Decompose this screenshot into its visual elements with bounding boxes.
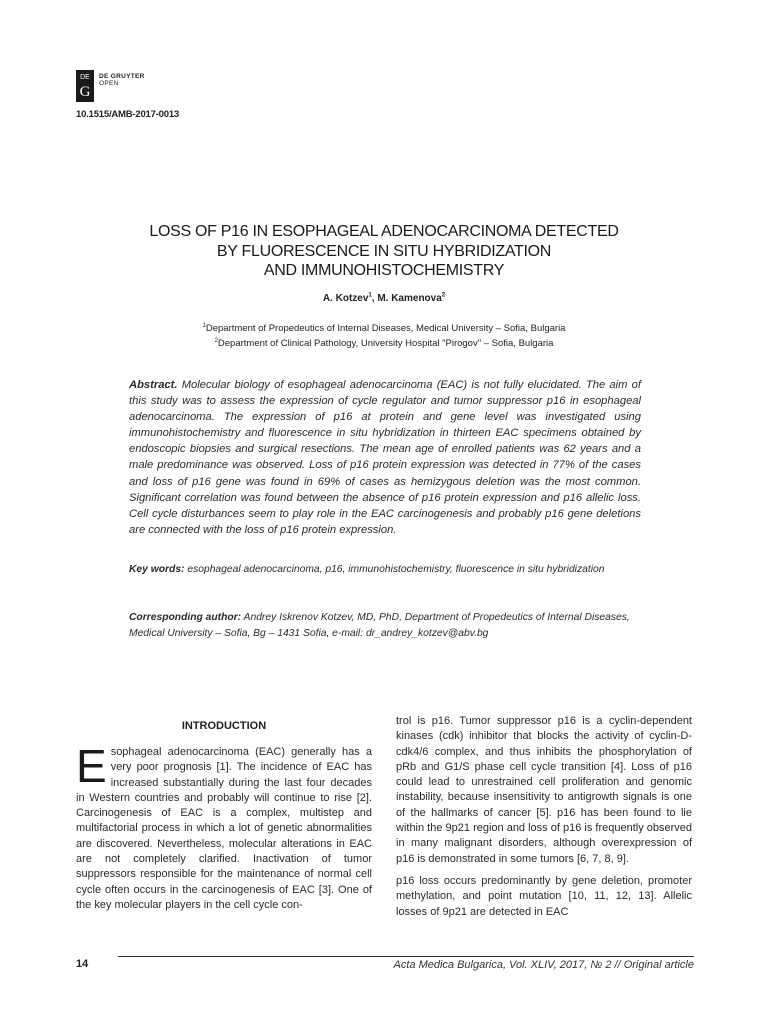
left-column-text: sophageal adenocarcinoma (EAC) generally has a very poor prognosis [1]. The incidence of EAC has increased substantially during the last four decades in Western countries and probably will continue to rise [2]. Carcinogenesis of EAC is a complex, multistep and multifactorial process in which a lot of genetic abnormalities are discovered. Nevertheless, molecular alterations in EAC are not completely clarified. Inactivation of tumor suppressors responsible for the maintenance of normal cell cycle often occurs in the carcinogenesis of EAC [3]. One of the key molecular players in the cell cycle con- <box>76 746 372 911</box>
corresponding-author <box>129 610 641 642</box>
affiliation-1-mark: 1 <box>202 322 206 329</box>
author-separator: , <box>371 293 378 304</box>
abstract-text: Molecular biology of esophageal adenocarcinoma (EAC) is not fully elucidated. The aim of this study was to assess the expression of cycle regulator and tumor suppressor p16 in esophageal adenocarcinoma. The expression of p16 at protein and gene level was investigated using immunohistochemistry and fluorescence in situ hybridization in thirteen EAC specimens obtained by endoscopic biopsies and surgical resections. The mean age of enrolled patients was 62 years and a male predominance was observed. Loss of p16 protein expression was detected in 77% of the cases and loss of p16 gene was found in 69% of cases as hemizygous deletion was the most common. Significant correlation was found between the absence of p16 protein expression and p16 allelic loss. Cell cycle disturbances seem to play role in the EAC carcinogenesis and probably p16 gene deletions are connected with the loss of p16 protein expression. <box>129 379 641 536</box>
author-1: A. Kotzev <box>322 293 369 304</box>
right-column-paragraph-2: p16 loss occurs predominantly by gene deletion, promoter methylation, and point mutation [10, 11, 12, 13]. Allelic losses of 9p21 are detected in EAC <box>396 874 692 918</box>
keywords-text: esophageal adenocarcinoma, p16, immunohistochemistry, fluorescence in situ hybridization <box>184 564 605 575</box>
publisher-name <box>99 70 145 87</box>
logo-box-top-text: DE <box>80 74 90 81</box>
affiliation-2-mark: 2 <box>214 337 218 344</box>
doi: 10.1515/AMB-2017-0013 <box>76 109 180 120</box>
abstract-label: Abstract. <box>129 379 178 391</box>
affiliation-2 <box>80 336 688 351</box>
section-heading-introduction: INTRODUCTION <box>181 720 267 732</box>
keywords-label: Key words: <box>129 564 185 575</box>
publisher-logo-mark <box>76 70 94 102</box>
body-column-left <box>76 740 372 913</box>
author-2: M. Kamenova <box>377 293 442 304</box>
drop-cap: E <box>76 740 107 792</box>
page-number: 14 <box>76 958 89 970</box>
journal-reference: Acta Medica Bulgarica, Vol. XLIV, 2017, № 2 // Original article <box>393 959 694 971</box>
affiliation-2-text: Department of Clinical Pathology, University Hospital "Pirogov" – Sofia, Bulgaria <box>217 338 554 349</box>
affiliations <box>80 321 688 351</box>
author-2-mark: 2 <box>441 292 446 299</box>
corresponding-text: Andrey Iskrenov Kotzev, MD, PhD, Department of Propedeutics of Internal Diseases, Medical University – Sofia, Bg – 1431 Sofia, e-mail: dr_andrey_kotzev@abv.bg <box>129 612 630 639</box>
article-title <box>80 222 688 281</box>
body-column-right <box>396 714 692 927</box>
publisher-logo <box>76 70 145 102</box>
title-line-3: AND IMMUNOHISTOCHEMISTRY <box>263 262 505 279</box>
title-line-2: BY FLUORESCENCE IN SITU HYBRIDIZATION <box>216 242 552 260</box>
publisher-line1: DE GRUYTER <box>99 73 145 80</box>
abstract <box>129 377 641 538</box>
author-1-mark: 1 <box>368 292 372 299</box>
keywords <box>129 562 641 577</box>
title-line-1: LOSS OF P16 IN ESOPHAGEAL ADENOCARCINOMA DETECTED <box>149 223 619 240</box>
publisher-line2: OPEN <box>99 80 119 87</box>
right-column-paragraph-1: trol is p16. Tumor suppressor p16 is a cyclin-dependent kinases (cdk) inhibitor that blocks the activity of cyclin-D-cdk4/6 complex, and thus inhibits the phosphorylation of pRb and G1/S phase cell cycle transition [4]. Loss of p16 could lead to unrestrained cell proliferation and genomic instability, because insensitivity to antigrowth signals is one of the hallmarks of cancer [5]. p16 has been found to lie within the 9p21 region and loss of p16 is frequently observed in many malignant disorders, although overexpression of p16 is demonstrated in some tumors [6, 7, 8, 9]. <box>396 715 692 865</box>
affiliation-1-text: Department of Propedeutics of Internal Diseases, Medical University – Sofia, Bulgaria <box>205 323 566 334</box>
logo-box-letter: G <box>79 84 91 100</box>
corresponding-label: Corresponding author: <box>129 612 242 623</box>
footer-divider <box>118 956 694 957</box>
affiliation-1 <box>80 321 688 336</box>
authors <box>80 293 688 304</box>
